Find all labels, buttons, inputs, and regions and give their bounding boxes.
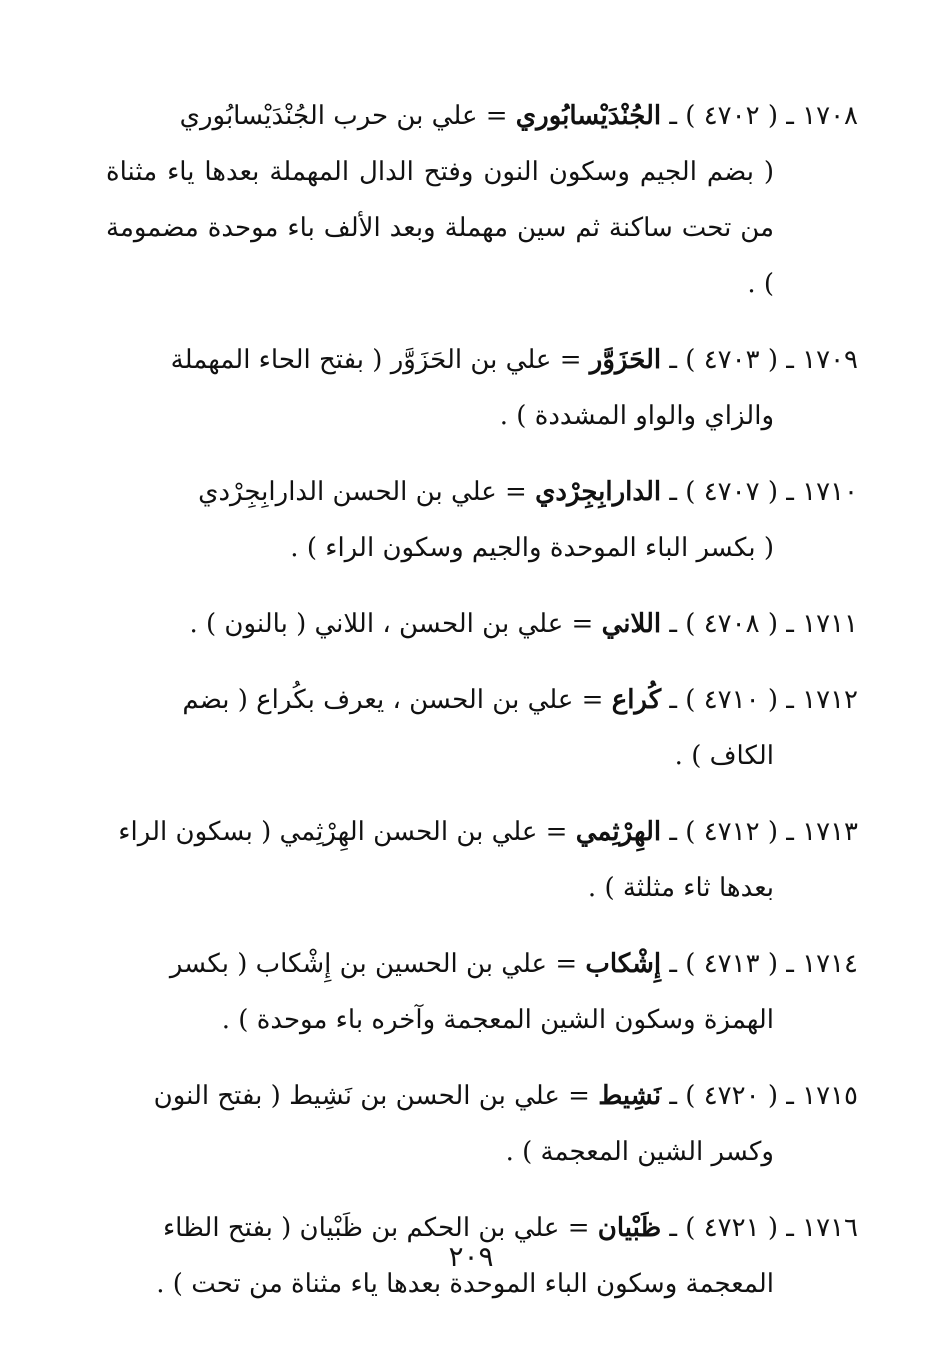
- entry-text: = علي بن الحسن الهِرْثِمي ( بسكون الراء: [118, 817, 568, 847]
- entry-continuation: ( بضم الجيم وسكون النون وفتح الدال المهملة بعدها ياء مثناة من تحت ساكنة ثم سين مهملة وبعد الألف باء موحدة مضمومة ) .: [106, 157, 774, 299]
- entry-number: ١٧١٠: [802, 477, 858, 507]
- entry-1709: [106, 332, 858, 444]
- entry-headword: نَشِيط: [598, 1081, 662, 1111]
- entry-ref: ـ ( ٤٧٢٠ ) ـ: [669, 1081, 794, 1111]
- entry-1712: [106, 672, 858, 784]
- entry-1711: [106, 596, 858, 652]
- entry-number: ١٧١٣: [802, 817, 858, 847]
- entry-continuation: والزاي والواو المشددة ) .: [499, 401, 774, 431]
- entry-first-line: [106, 88, 858, 144]
- entry-headword: الدارابِجِرْدي: [535, 477, 662, 507]
- entry-text: = علي بن الحسن الدارابِجِرْدي: [198, 477, 527, 507]
- entry-ref: ـ ( ٤٧١٣ ) ـ: [669, 949, 794, 979]
- entry-number: ١٧١٦: [802, 1213, 858, 1243]
- entry-ref: ـ ( ٤٧٠٢ ) ـ: [669, 101, 794, 131]
- entry-text: = علي بن حرب الجُنْدَيْسابُوري: [179, 101, 508, 131]
- entry-continuation: بعدها ثاء مثلثة ) .: [587, 873, 774, 903]
- entry-first-line: [106, 936, 858, 992]
- page-number: ٢٠٩: [448, 1240, 494, 1273]
- entry-number: ١٧٠٩: [802, 345, 858, 375]
- entry-number: ١٧٠٨: [802, 101, 858, 131]
- entry-ref: ـ ( ٤٧٠٧ ) ـ: [669, 477, 794, 507]
- entry-headword: الهِرْثِمي: [575, 817, 662, 847]
- entry-1715: [106, 1068, 858, 1180]
- entry-first-line: [106, 464, 858, 520]
- entry-number: ١٧١٤: [802, 949, 858, 979]
- entry-1713: [106, 804, 858, 916]
- entry-ref: ـ ( ٤٧١٠ ) ـ: [669, 685, 794, 715]
- entry-headword: ظَبْيان: [597, 1213, 662, 1243]
- entry-first-line: [106, 332, 858, 388]
- entry-continuation: الهمزة وسكون الشين المعجمة وآخره باء موحدة ) .: [221, 1005, 774, 1035]
- entry-first-line: [106, 1068, 858, 1124]
- entry-number: ١٧١٢: [802, 685, 858, 715]
- entry-headword: الحَزَوَّر: [589, 345, 662, 375]
- entry-ref: ـ ( ٤٧٠٣ ) ـ: [669, 345, 794, 375]
- entry-continuation: المعجمة وسكون الباء الموحدة بعدها ياء مثناة من تحت ) .: [156, 1269, 774, 1299]
- entry-text: = علي بن الحسن ، يعرف بكُراع ( بضم: [182, 685, 604, 715]
- entry-ref: ـ ( ٤٧٢١ ) ـ: [669, 1213, 794, 1243]
- entry-first-line: [106, 804, 858, 860]
- entry-headword: إِشْكاب: [585, 949, 662, 979]
- entry-number: ١٧١١: [802, 609, 858, 639]
- entry-1710: [106, 464, 858, 576]
- entry-text: = علي بن الحسن بن نَشِيط ( بفتح النون: [153, 1081, 590, 1111]
- entry-text: = علي بن الحَزَوَّر ( بفتح الحاء المهملة: [170, 345, 582, 375]
- entry-text: = علي بن الحسين بن إِشْكاب ( بكسر: [169, 949, 578, 979]
- entry-headword: اللاني: [601, 609, 662, 639]
- entry-ref: ـ ( ٤٧٠٨ ) ـ: [669, 609, 794, 639]
- entry-headword: كُراع: [611, 685, 662, 715]
- entry-continuation: ( بكسر الباء الموحدة والجيم وسكون الراء ) .: [290, 533, 774, 563]
- entry-1708: [106, 88, 858, 312]
- entry-number: ١٧١٥: [802, 1081, 858, 1111]
- entry-ref: ـ ( ٤٧١٢ ) ـ: [669, 817, 794, 847]
- entry-text: = علي بن الحكم بن ظَبْيان ( بفتح الظاء: [162, 1213, 590, 1243]
- entry-continuation: وكسر الشين المعجمة ) .: [505, 1137, 774, 1167]
- entry-1714: [106, 936, 858, 1048]
- entry-text: = علي بن الحسن ، اللاني ( بالنون ) .: [189, 609, 594, 639]
- entry-first-line: [106, 596, 858, 652]
- entry-continuation: الكاف ) .: [674, 741, 774, 771]
- entry-headword: الجُنْدَيْسابُوري: [515, 101, 662, 131]
- entry-first-line: [106, 672, 858, 728]
